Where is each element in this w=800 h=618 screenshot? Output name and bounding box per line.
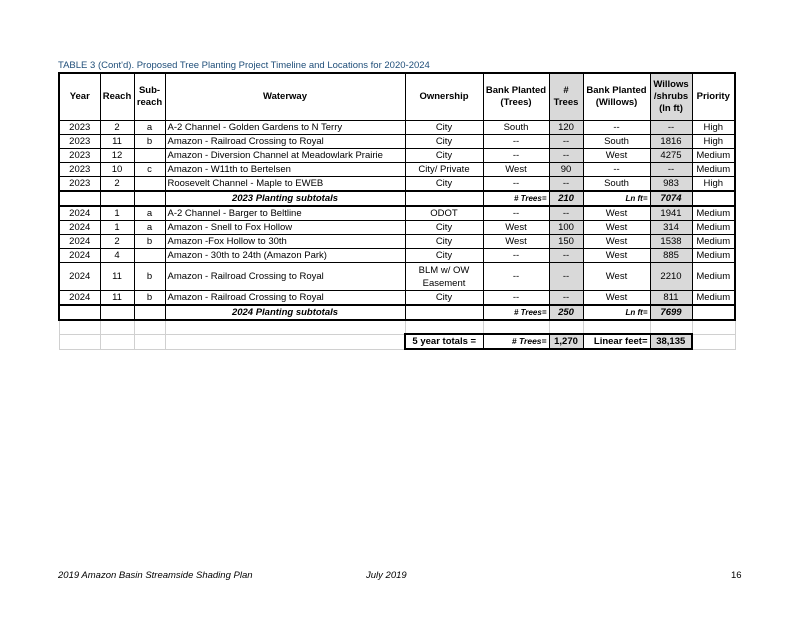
- header-ownership: Ownership: [405, 73, 483, 121]
- cell-ownership: BLM w/ OW Easement: [405, 263, 483, 291]
- cell-subreach: b: [134, 235, 165, 249]
- empty-cell: [165, 334, 405, 349]
- subtotal-row-2024: [59, 305, 735, 320]
- cell-bank-trees: --: [483, 177, 549, 192]
- header-subreach: Sub-reach: [134, 73, 165, 121]
- cell-priority: Medium: [692, 291, 735, 306]
- table-row: [59, 235, 735, 249]
- cell-bank-willows: West: [583, 221, 650, 235]
- cell-willows-ft: 1538: [650, 235, 692, 249]
- subtotal-ft-label: Ln ft=: [583, 305, 650, 320]
- cell-waterway: Amazon - Railroad Crossing to Royal: [165, 263, 405, 291]
- cell-bank-willows: West: [583, 249, 650, 263]
- cell-bank-trees: West: [483, 221, 549, 235]
- cell-waterway: A-2 Channel - Golden Gardens to N Terry: [165, 121, 405, 135]
- cell-bank-willows: West: [583, 235, 650, 249]
- cell-waterway: Amazon - Diversion Channel at Meadowlark Prairie: [165, 149, 405, 163]
- cell-reach: 4: [100, 249, 134, 263]
- cell-waterway: Amazon - Railroad Crossing to Royal: [165, 291, 405, 306]
- cell-ownership: City: [405, 121, 483, 135]
- cell-bank-willows: South: [583, 177, 650, 192]
- subtotal-label: 2023 Planting subtotals: [165, 191, 405, 206]
- table-row: [59, 163, 735, 177]
- subtotal-label: 2024 Planting subtotals: [165, 305, 405, 320]
- cell-bank-trees: --: [483, 206, 549, 221]
- table-row: [59, 149, 735, 163]
- empty-cell: [59, 334, 100, 349]
- cell-bank-trees: --: [483, 249, 549, 263]
- cell-priority: Medium: [692, 149, 735, 163]
- cell-num-trees: --: [549, 291, 583, 306]
- cell-waterway: Amazon - W11th to Bertelsen: [165, 163, 405, 177]
- planting-timeline-table: [58, 72, 736, 350]
- totals-row: [59, 334, 735, 349]
- cell-waterway: Roosevelt Channel - Maple to EWEB: [165, 177, 405, 192]
- table-row: [59, 221, 735, 235]
- totals-ft-label: Linear feet=: [583, 334, 650, 349]
- totals-trees: 1,270: [549, 334, 583, 349]
- cell-year: 2023: [59, 177, 100, 192]
- cell-willows-ft: 1941: [650, 206, 692, 221]
- cell-ownership: City: [405, 221, 483, 235]
- empty-cell: [650, 320, 692, 334]
- cell-bank-willows: West: [583, 263, 650, 291]
- footer-document-title: 2019 Amazon Basin Streamside Shading Plan: [58, 570, 253, 581]
- cell-bank-trees: West: [483, 163, 549, 177]
- cell-ownership: City: [405, 149, 483, 163]
- cell-year: 2024: [59, 221, 100, 235]
- cell-ownership: City: [405, 177, 483, 192]
- header-year: Year: [59, 73, 100, 121]
- empty-cell: [134, 191, 165, 206]
- cell-bank-willows: --: [583, 163, 650, 177]
- cell-priority: Medium: [692, 221, 735, 235]
- cell-num-trees: --: [549, 135, 583, 149]
- subtotal-ft: 7074: [650, 191, 692, 206]
- cell-willows-ft: 811: [650, 291, 692, 306]
- cell-reach: 2: [100, 235, 134, 249]
- empty-cell: [134, 334, 165, 349]
- subtotal-trees-label: # Trees=: [483, 305, 549, 320]
- cell-num-trees: 150: [549, 235, 583, 249]
- cell-reach: 1: [100, 206, 134, 221]
- empty-cell: [134, 320, 165, 334]
- cell-priority: Medium: [692, 249, 735, 263]
- totals-label: 5 year totals =: [405, 334, 483, 349]
- empty-cell: [483, 320, 549, 334]
- cell-waterway: Amazon - Snell to Fox Hollow: [165, 221, 405, 235]
- cell-ownership: City: [405, 135, 483, 149]
- cell-subreach: a: [134, 206, 165, 221]
- cell-reach: 1: [100, 221, 134, 235]
- cell-bank-willows: South: [583, 135, 650, 149]
- cell-num-trees: --: [549, 249, 583, 263]
- empty-cell: [583, 320, 650, 334]
- cell-year: 2024: [59, 235, 100, 249]
- page-number: 16: [731, 570, 742, 581]
- empty-cell: [59, 320, 100, 334]
- subtotal-ft: 7699: [650, 305, 692, 320]
- cell-reach: 11: [100, 291, 134, 306]
- cell-num-trees: 90: [549, 163, 583, 177]
- table-row: [59, 291, 735, 306]
- cell-ownership: City/ Private: [405, 163, 483, 177]
- header-bank-willows: Bank Planted (Willows): [583, 73, 650, 121]
- empty-cell: [405, 191, 483, 206]
- subtotal-trees-label: # Trees=: [483, 191, 549, 206]
- cell-willows-ft: 983: [650, 177, 692, 192]
- cell-num-trees: 100: [549, 221, 583, 235]
- cell-bank-trees: --: [483, 135, 549, 149]
- cell-willows-ft: 4275: [650, 149, 692, 163]
- table-row: [59, 263, 735, 291]
- cell-priority: Medium: [692, 235, 735, 249]
- empty-cell: [100, 320, 134, 334]
- cell-reach: 12: [100, 149, 134, 163]
- table-row: [59, 135, 735, 149]
- cell-subreach: c: [134, 163, 165, 177]
- cell-reach: 10: [100, 163, 134, 177]
- cell-bank-willows: West: [583, 206, 650, 221]
- cell-willows-ft: 1816: [650, 135, 692, 149]
- cell-bank-trees: --: [483, 263, 549, 291]
- empty-cell: [692, 320, 735, 334]
- empty-cell: [100, 191, 134, 206]
- subtotal-row-2023: [59, 191, 735, 206]
- cell-willows-ft: --: [650, 163, 692, 177]
- cell-subreach: b: [134, 291, 165, 306]
- cell-bank-trees: South: [483, 121, 549, 135]
- totals-trees-label: # Trees=: [483, 334, 549, 349]
- cell-num-trees: --: [549, 206, 583, 221]
- empty-cell: [549, 320, 583, 334]
- cell-waterway: Amazon -Fox Hollow to 30th: [165, 235, 405, 249]
- cell-subreach: b: [134, 263, 165, 291]
- cell-year: 2024: [59, 206, 100, 221]
- header-reach: Reach: [100, 73, 134, 121]
- cell-willows-ft: 885: [650, 249, 692, 263]
- header-willows-ft: Willows /shrubs (ln ft): [650, 73, 692, 121]
- table-caption: TABLE 3 (Cont'd). Proposed Tree Planting Project Timeline and Locations for 2020-2024: [58, 60, 430, 71]
- cell-priority: Medium: [692, 263, 735, 291]
- cell-reach: 11: [100, 263, 134, 291]
- cell-subreach: b: [134, 135, 165, 149]
- header-bank-trees: Bank Planted (Trees): [483, 73, 549, 121]
- cell-ownership: ODOT: [405, 206, 483, 221]
- cell-num-trees: --: [549, 263, 583, 291]
- table-row: [59, 177, 735, 192]
- cell-year: 2024: [59, 249, 100, 263]
- header-row: [59, 73, 735, 121]
- cell-waterway: Amazon - 30th to 24th (Amazon Park): [165, 249, 405, 263]
- cell-num-trees: --: [549, 177, 583, 192]
- cell-priority: High: [692, 121, 735, 135]
- cell-reach: 11: [100, 135, 134, 149]
- cell-subreach: [134, 149, 165, 163]
- cell-year: 2023: [59, 149, 100, 163]
- cell-priority: High: [692, 135, 735, 149]
- cell-reach: 2: [100, 121, 134, 135]
- cell-num-trees: 120: [549, 121, 583, 135]
- empty-cell: [100, 305, 134, 320]
- blank-row: [59, 320, 735, 334]
- cell-year: 2024: [59, 263, 100, 291]
- empty-cell: [100, 334, 134, 349]
- cell-waterway: Amazon - Railroad Crossing to Royal: [165, 135, 405, 149]
- cell-year: 2023: [59, 163, 100, 177]
- cell-bank-trees: --: [483, 149, 549, 163]
- empty-cell: [59, 191, 100, 206]
- empty-cell: [165, 320, 405, 334]
- cell-year: 2023: [59, 121, 100, 135]
- cell-willows-ft: 2210: [650, 263, 692, 291]
- cell-num-trees: --: [549, 149, 583, 163]
- cell-bank-willows: West: [583, 291, 650, 306]
- cell-waterway: A-2 Channel - Barger to Beltline: [165, 206, 405, 221]
- cell-reach: 2: [100, 177, 134, 192]
- empty-cell: [134, 305, 165, 320]
- cell-priority: High: [692, 177, 735, 192]
- cell-ownership: City: [405, 291, 483, 306]
- empty-cell: [692, 305, 735, 320]
- empty-cell: [405, 305, 483, 320]
- empty-cell: [405, 320, 483, 334]
- header-num-trees: # Trees: [549, 73, 583, 121]
- cell-subreach: a: [134, 221, 165, 235]
- cell-year: 2023: [59, 135, 100, 149]
- subtotal-trees: 210: [549, 191, 583, 206]
- cell-willows-ft: --: [650, 121, 692, 135]
- empty-cell: [692, 191, 735, 206]
- cell-priority: Medium: [692, 163, 735, 177]
- cell-bank-willows: --: [583, 121, 650, 135]
- subtotal-trees: 250: [549, 305, 583, 320]
- header-priority: Priority: [692, 73, 735, 121]
- header-waterway: Waterway: [165, 73, 405, 121]
- cell-priority: Medium: [692, 206, 735, 221]
- totals-ft: 38,135: [650, 334, 692, 349]
- cell-willows-ft: 314: [650, 221, 692, 235]
- subtotal-ft-label: Ln ft=: [583, 191, 650, 206]
- table-row: [59, 206, 735, 221]
- cell-bank-willows: West: [583, 149, 650, 163]
- table-row: [59, 249, 735, 263]
- cell-subreach: [134, 177, 165, 192]
- cell-subreach: [134, 249, 165, 263]
- cell-ownership: City: [405, 249, 483, 263]
- cell-ownership: City: [405, 235, 483, 249]
- footer-date: July 2019: [366, 570, 407, 581]
- cell-year: 2024: [59, 291, 100, 306]
- table-row: [59, 121, 735, 135]
- cell-bank-trees: --: [483, 291, 549, 306]
- empty-cell: [692, 334, 735, 349]
- empty-cell: [59, 305, 100, 320]
- cell-bank-trees: West: [483, 235, 549, 249]
- cell-subreach: a: [134, 121, 165, 135]
